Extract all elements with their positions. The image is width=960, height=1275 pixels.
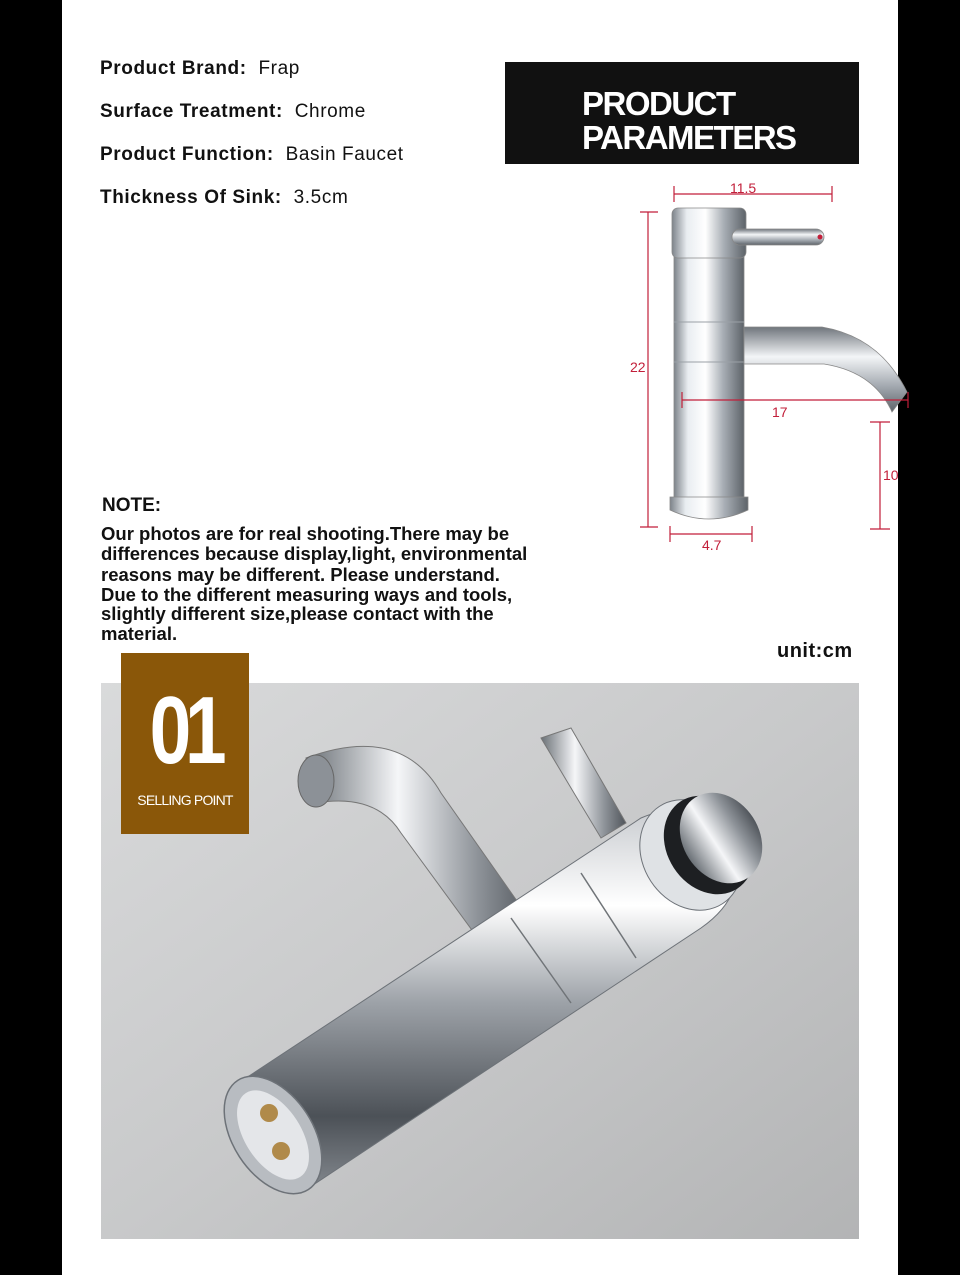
spec-function-key: Product Function — [100, 144, 267, 165]
product-parameters-banner — [505, 62, 859, 164]
note-line: material. — [101, 623, 178, 644]
dim-spout-height: 10 — [883, 467, 899, 483]
spec-function-value: Basin Faucet — [285, 144, 404, 165]
spec-brand-key: Product Brand — [100, 58, 240, 79]
spec-surface-value: Chrome — [294, 101, 366, 122]
dim-handle-width: 11.5 — [730, 180, 757, 196]
spec-brand: Product Brand: Frap — [100, 58, 300, 79]
product-page — [62, 0, 898, 1275]
note-line: differences because display,light, environmental — [101, 543, 528, 564]
spec-surface-key: Surface Treatment — [100, 101, 276, 122]
banner-line-1: PRODUCT — [582, 85, 735, 122]
spec-thickness: Thickness Of Sink: 3.5cm — [100, 187, 349, 208]
spec-surface: Surface Treatment: Chrome — [100, 101, 366, 122]
note-line: Due to the different measuring ways and tools, — [101, 584, 513, 605]
badge-label: SELLING POINT — [137, 792, 233, 808]
note-title: NOTE: — [102, 495, 162, 516]
unit-label: unit:cm — [777, 640, 853, 662]
dim-height: 22 — [630, 359, 646, 375]
banner-line-2: PARAMETERS — [582, 119, 796, 156]
spec-brand-value: Frap — [258, 58, 300, 79]
dim-base: 4.7 — [702, 537, 722, 553]
dim-spout-reach: 17 — [772, 404, 788, 420]
note-line: reasons may be different. Please understand. — [101, 564, 500, 585]
note-line: slightly different size,please contact with the — [101, 603, 494, 624]
faucet-drawing — [670, 208, 907, 519]
selling-point-badge — [121, 653, 249, 834]
badge-number: 01 — [149, 677, 221, 784]
spec-function: Product Function: Basin Faucet — [100, 144, 404, 165]
faucet-dimension-diagram — [562, 172, 899, 562]
spec-thickness-key: Thickness Of Sink — [100, 187, 275, 208]
note-line: Our photos are for real shooting.There may be — [101, 523, 510, 544]
spec-thickness-value: 3.5cm — [293, 187, 349, 208]
